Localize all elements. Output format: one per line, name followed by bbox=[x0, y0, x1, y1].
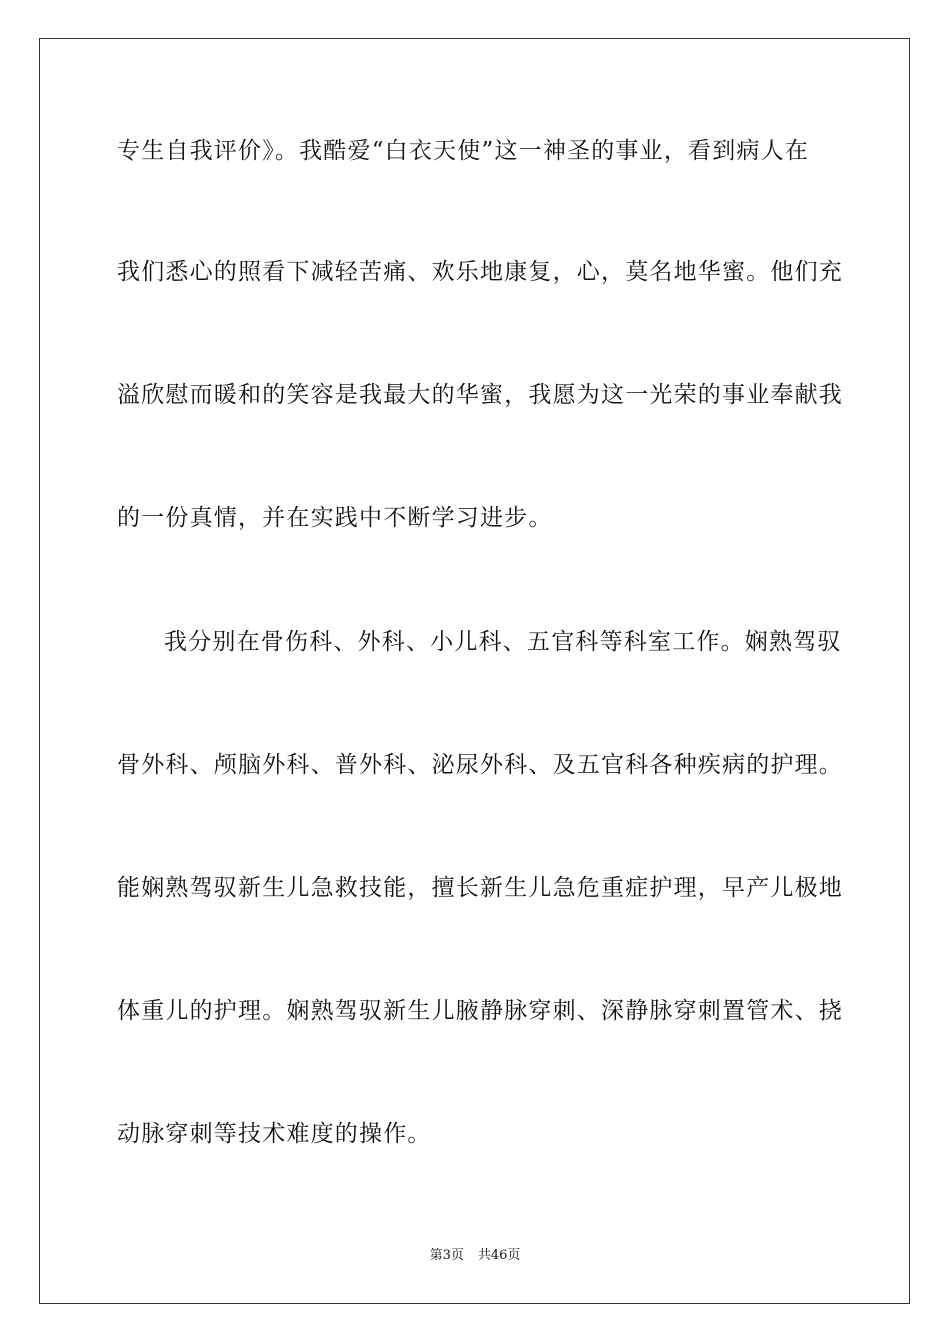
body-text-line: 动脉穿刺等技术难度的操作。 bbox=[117, 1121, 432, 1147]
page-number: 第3页 bbox=[429, 1248, 464, 1263]
body-text-line: 能娴熟驾驭新生儿急救技能，擅长新生儿急危重症护理，早产儿极地 bbox=[117, 875, 843, 901]
body-text-line: 我们悉心的照看下减轻苦痛、欢乐地康复，心，莫名地华蜜。他们充 bbox=[117, 259, 843, 285]
page-total: 共46页 bbox=[477, 1248, 521, 1263]
body-text-line: 溢欣慰而暖和的笑容是我最大的华蜜，我愿为这一光荣的事业奉献我 bbox=[117, 382, 843, 408]
body-text-line: 体重儿的护理。娴熟驾驭新生儿腋静脉穿刺、深静脉穿刺置管术、挠 bbox=[117, 998, 843, 1024]
body-text-line: 的一份真情，并在实践中不断学习进步。 bbox=[117, 505, 553, 531]
body-text-line: 骨外科、颅脑外科、普外科、泌尿外科、及五官科各种疾病的护理。 bbox=[117, 752, 843, 778]
page-frame bbox=[39, 38, 910, 1304]
paragraph-start-line: 我分别在骨伤科、外科、小儿科、五官科等科室工作。娴熟驾驭 bbox=[164, 629, 842, 655]
page-footer bbox=[0, 1247, 950, 1265]
body-text-line: 专生自我评价》。我酷爱“白衣天使”这一神圣的事业，看到病人在 bbox=[117, 138, 810, 164]
